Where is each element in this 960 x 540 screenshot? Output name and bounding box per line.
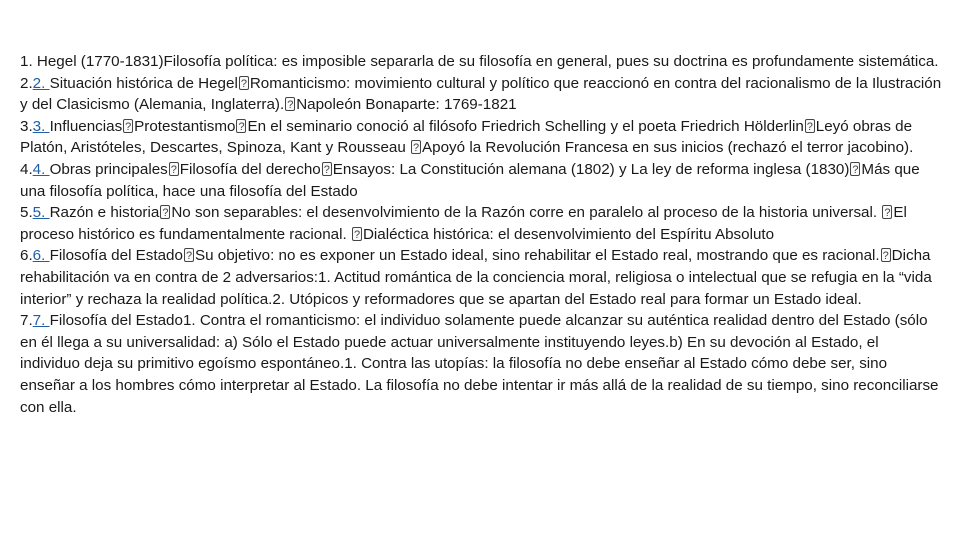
missing-glyph-icon [352, 227, 362, 241]
entry-link[interactable]: 2. [32, 74, 50, 92]
entry-text: 1. Hegel (1770-1831)Filosofía política: es imposible separarla de su filosofía en general, pues su doctrina es profundamente sistemática. [20, 53, 939, 70]
missing-glyph-icon [285, 97, 295, 111]
paragraph-entry [20, 310, 942, 418]
entry-text: Dicha rehabilitación va en contra de 2 adversarios:1. Actitud romántica de la conciencia moral, religiosa o intelectual que se refugia en la “vida interior” y rechaza la realidad política.2. Utópicos y reformadores que se apartan del Estado real para formar un Estado ideal. [20, 247, 932, 308]
entry-link[interactable]: 6. [32, 247, 50, 265]
entry-number: 4. [20, 160, 33, 178]
missing-glyph-icon [123, 119, 133, 133]
entry-text: Romanticismo: movimiento cultural y político que reaccionó en contra del racionalismo de la Ilustración y del Clasicismo (Alemania, Inglaterra). [20, 74, 942, 114]
entry-number: 5. [20, 204, 33, 222]
entry-text: Leyó obras de Platón, Aristóteles, Descartes, Spinoza, Kant y Rousseau [20, 117, 913, 157]
entry-text: No son separables: el desenvolvimiento de la Razón corre en paralelo al proceso de la historia universal. [171, 204, 882, 222]
entry-text: Situación histórica de Hegel [49, 74, 238, 92]
missing-glyph-icon [850, 162, 860, 176]
paragraph-entry [20, 51, 942, 73]
entry-text: Protestantismo [134, 117, 236, 135]
missing-glyph-icon [805, 119, 815, 133]
paragraph-entry [20, 159, 942, 202]
entry-text: Ensayos: La Constitución alemana (1802) y La ley de reforma inglesa (1830) [332, 160, 850, 178]
paragraph-entry [20, 116, 942, 159]
missing-glyph-icon [411, 140, 421, 154]
entry-link[interactable]: 7. [32, 312, 50, 330]
entry-text: Filosofía del Estado [49, 247, 183, 265]
entry-number: 3. [20, 117, 33, 135]
entry-text: Napoleón Bonaparte: 1769-1821 [296, 96, 517, 114]
entry-text: Apoyó la Revolución Francesa en sus inicios (rechazó el terror jacobino). [422, 139, 914, 157]
missing-glyph-icon [160, 205, 170, 219]
paragraph-entry [20, 202, 942, 245]
missing-glyph-icon [882, 205, 892, 219]
entry-text: Su objetivo: no es exponer un Estado ideal, sino rehabilitar el Estado real, mostrando que es racional. [194, 247, 880, 265]
missing-glyph-icon [322, 162, 332, 176]
entry-text: En el seminario conoció al filósofo Friedrich Schelling y el poeta Friedrich Hölderlin [247, 117, 804, 135]
entry-number: 6. [20, 247, 33, 265]
entry-text: Obras principales [49, 160, 168, 178]
missing-glyph-icon [239, 76, 249, 90]
missing-glyph-icon [169, 162, 179, 176]
entry-text: Dialéctica histórica: el desenvolvimiento del Espíritu Absoluto [362, 225, 775, 243]
missing-glyph-icon [184, 248, 194, 262]
entry-text: El proceso histórico es fundamentalmente racional. [20, 204, 907, 243]
entry-text: Razón e historia [49, 204, 160, 222]
paragraph-entry [20, 73, 942, 116]
missing-glyph-icon [236, 119, 246, 133]
entry-text: Más que una filosofía política, hace una filosofía del Estado [20, 160, 920, 200]
entry-text: Influencias [49, 117, 123, 135]
missing-glyph-icon [881, 248, 891, 262]
entry-link[interactable]: 4. [32, 160, 50, 178]
entry-text: Filosofía del derecho [179, 160, 321, 178]
entry-number: 7. [20, 312, 33, 330]
entry-link[interactable]: 3. [32, 117, 50, 135]
entry-link[interactable]: 5. [32, 204, 50, 222]
entry-text: Filosofía del Estado1. Contra el romanticismo: el individuo solamente puede alcanzar su auténtica realidad dentro del Estado (sólo en él llega a su universalidad: a) Sólo el Estado puede actuar universalmente instituyendo leyes.b) En su devoción al Estado, el individuo deja su primitivo egoísmo espontáneo.1. Contra las utopías: la filosofía no debe enseñar al Estado cómo debe ser, sino enseñar a los hombres cómo interpretar al Estado. La filosofía no debe intentar ir más allá de la realidad de su tiempo, sino reconciliarse con ella. [20, 312, 939, 416]
entry-number: 2. [20, 74, 33, 92]
paragraph-entry [20, 245, 942, 310]
